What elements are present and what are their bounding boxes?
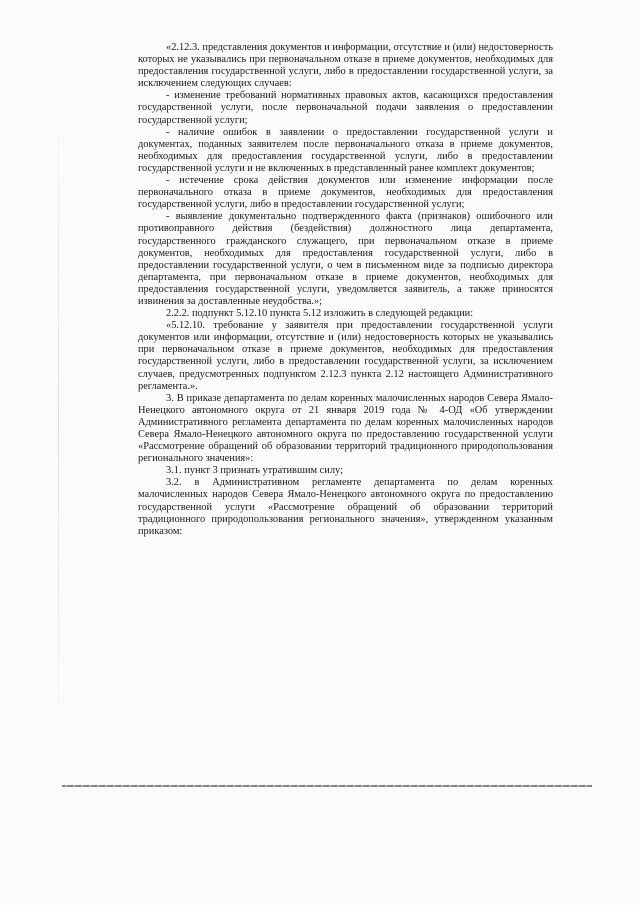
list-item-regulation-change: - изменение требований нормативных правовых актов, касающихся предоставления государственной услуги, после первоначальной подачи заявления о предоставлении государственной услуги; [138,90,553,126]
list-item-application-errors: - наличие ошибок в заявлении о предоставлении государственной услуги и документах, поданных заявителем после первоначального отказа в приеме документов, необходимых для предоставления государственной услуги, либо в предоставлении государственной услуги и не включенных в представленный ранее комплект документов; [138,126,553,174]
scan-bottom-edge [62,785,592,787]
list-item-misconduct-detected: - выявление документально подтвержденного факта (признаков) ошибочного или противоправного действия (бездействия) должностного лица департамента, государственного гражданского служащего, при первоначальном отказе в приеме документов, необходимых для предоставления государственной услуги, либо в предоставлении государственной услуги, о чем в письменном виде за подписью директора департамента, при первоначальном отказе в приеме документов, необходимых для предоставления государственной услуги, уведомляется заявитель, а также приносятся извинения за доставленные неудобства.»; [138,211,553,307]
document-body [138,42,553,538]
paragraph-2-2-2: 2.2.2. подпункт 5.12.10 пункта 5.12 изложить в следующей редакции: [166,308,474,320]
paragraph-3-1: 3.1. пункт 3 признать утратившим силу; [166,465,343,477]
paragraph-2-12-3: «2.12.3. представления документов и информации, отсутствие и (или) недостоверность которых не указывались при первоначальном отказе в приеме документов, необходимых для предоставления государственной услуги, либо в предоставлении государственной услуги, за исключением следующих случаев: [138,42,553,90]
list-item-document-expiry: - истечение срока действия документов или изменение информации после первоначального отказа в приеме документов, необходимых для предоставления государственной услуги, либо в предоставлении государственной услуги; [138,175,553,211]
paragraph-3: 3. В приказе департамента по делам коренных малочисленных народов Севера Ямало-Ненецкого автономного округа от 21 января 2019 года № 4-ОД «Об утверждении Административного регламента департамента по делам коренных малочисленных народов Севера Ямало-Ненецкого автономного округа по предоставлению государственной услуги «Рассмотрение обращений об образовании территорий традиционного природопользования регионального значения»: [138,392,553,465]
paragraph-5-12-10: «5.12.10. требование у заявителя при предоставлении государственной услуги документов или информации, отсутствие и (или) недостоверность которых не указывались при первоначальном отказе в приеме документов, необходимых для предоставления государственной услуги, либо в предоставлении государственной услуги, за исключением случаев, предусмотренных подпунктом 2.12.3 пункта 2.12 настоящего Административного регламента.». [138,320,553,392]
paragraph-3-2: 3.2. в Административном регламенте департамента по делам коренных малочисленных народов Севера Ямало-Ненецкого автономного округа по предоставлению государственной услуги «Рассмотрение обращений об образовании территорий традиционного природопользования регионального значения», утвержденном указанным приказом: [138,477,553,537]
scan-edge-shadow [58,60,59,780]
